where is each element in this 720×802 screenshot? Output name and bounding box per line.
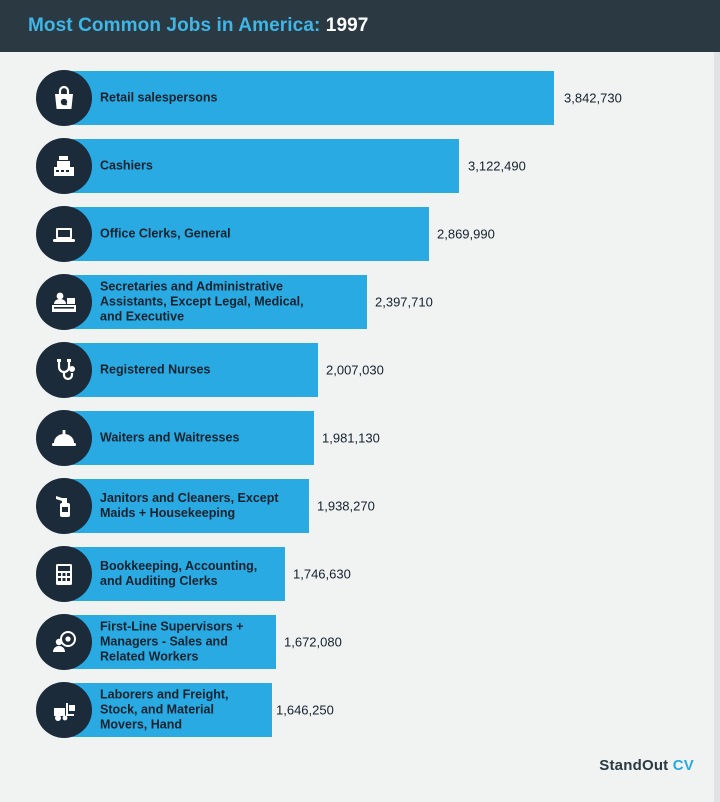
forklift-icon bbox=[36, 682, 92, 738]
laptop-icon bbox=[36, 206, 92, 262]
bar-label-line: Registered Nurses bbox=[100, 362, 211, 377]
bar-label-line: First-Line Supervisors + bbox=[100, 619, 244, 634]
brand-name-accent: CV bbox=[672, 757, 694, 774]
bar-label-line: Assistants, Except Legal, Medical, bbox=[100, 294, 304, 309]
bar-value: 3,122,490 bbox=[468, 158, 526, 174]
bar-label bbox=[100, 280, 304, 325]
bar-label-line: Managers - Sales and bbox=[100, 634, 228, 649]
bar-label-line: Bookkeeping, Accounting, bbox=[100, 559, 258, 573]
bar-label-line: Movers, Hand bbox=[100, 717, 182, 732]
page-title-main: Most Common Jobs in America: bbox=[28, 15, 326, 36]
shopping-bag-icon bbox=[36, 70, 92, 126]
serving-tray-icon bbox=[36, 410, 92, 466]
poster-header bbox=[0, 0, 720, 52]
bar-label bbox=[100, 688, 229, 733]
bar-label bbox=[100, 159, 153, 174]
chart-row bbox=[0, 472, 720, 540]
bar-value: 3,842,730 bbox=[564, 90, 622, 106]
chart-row bbox=[0, 64, 720, 132]
bar-label bbox=[100, 431, 239, 446]
bar-label-line: Cashiers bbox=[100, 158, 153, 173]
chart-row bbox=[0, 200, 720, 268]
bar-value: 2,397,710 bbox=[375, 294, 433, 310]
chart-row bbox=[0, 404, 720, 472]
chart-row bbox=[0, 132, 720, 200]
bar-value: 1,938,270 bbox=[317, 498, 375, 514]
bar-value: 1,981,130 bbox=[322, 430, 380, 446]
bar-chart bbox=[0, 52, 720, 744]
chart-row bbox=[0, 676, 720, 744]
page-title bbox=[28, 15, 368, 37]
bar-label-line: Stock, and Material bbox=[100, 702, 214, 717]
reception-desk-icon bbox=[36, 274, 92, 330]
page-title-year: 1997 bbox=[325, 15, 369, 36]
bar-label-line: Office Clerks, General bbox=[100, 226, 231, 241]
bar-label bbox=[100, 491, 279, 521]
bar-label-line: Secretaries and Administrative bbox=[100, 279, 283, 294]
bar-label bbox=[100, 363, 210, 378]
bar-label bbox=[100, 559, 257, 589]
chart-row bbox=[0, 336, 720, 404]
chart-row bbox=[0, 268, 720, 336]
spray-bottle-icon bbox=[36, 478, 92, 534]
bar-label-line: and Auditing Clerks bbox=[100, 574, 218, 588]
chart-row bbox=[0, 608, 720, 676]
brand-logo bbox=[599, 757, 694, 774]
bar-label-line: Maids + Housekeeping bbox=[100, 506, 236, 520]
bar-value: 1,646,250 bbox=[276, 702, 334, 718]
bar-value: 1,672,080 bbox=[284, 634, 342, 650]
target-person-icon bbox=[36, 614, 92, 670]
bar-label-line: Related Workers bbox=[100, 649, 199, 664]
bar-label-line: Waiters and Waitresses bbox=[100, 430, 240, 445]
cash-register-icon bbox=[36, 138, 92, 194]
bar-label-line: Janitors and Cleaners, Except bbox=[100, 491, 279, 505]
brand-name: StandOut bbox=[599, 757, 673, 774]
bar-label-line: Retail salespersons bbox=[100, 90, 218, 105]
stethoscope-icon bbox=[36, 342, 92, 398]
bar-value: 1,746,630 bbox=[293, 566, 351, 582]
bar-label bbox=[100, 620, 243, 665]
chart-row bbox=[0, 540, 720, 608]
bar-value: 2,869,990 bbox=[437, 226, 495, 242]
bar-label bbox=[100, 91, 217, 106]
bar-value: 2,007,030 bbox=[326, 362, 384, 378]
bar-label-line: Laborers and Freight, bbox=[100, 687, 229, 702]
calculator-icon bbox=[36, 546, 92, 602]
bar-label bbox=[100, 227, 231, 242]
bar-label-line: and Executive bbox=[100, 309, 185, 324]
